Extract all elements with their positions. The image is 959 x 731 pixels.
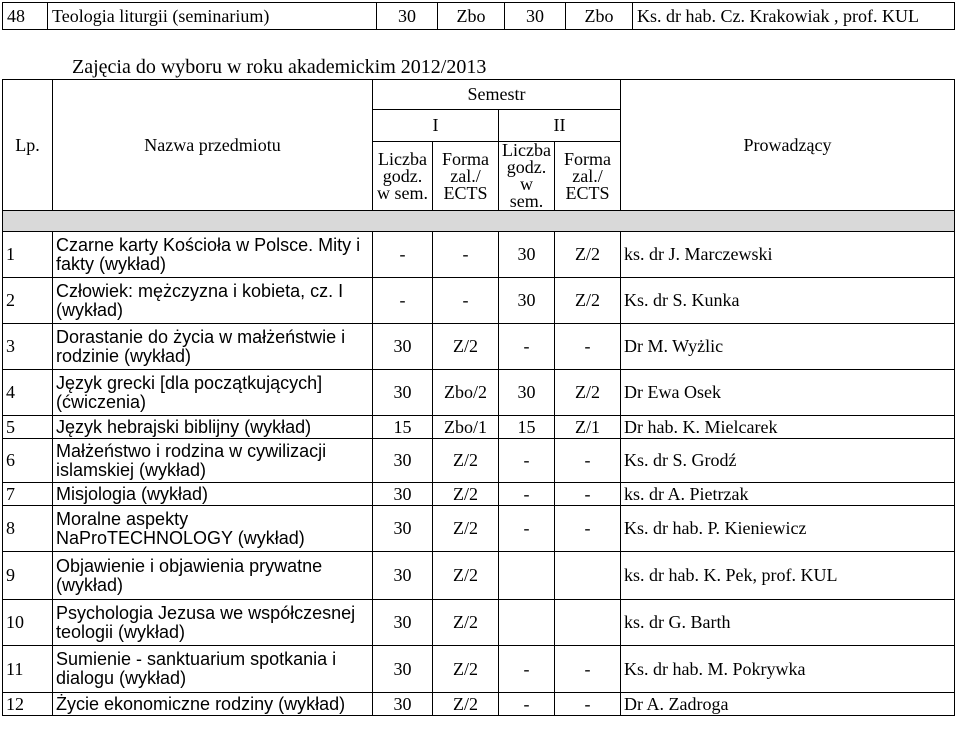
sem1-form: Zbo/2 [433, 370, 499, 416]
sem1-hours: 30 [373, 483, 433, 506]
teacher: Ks. dr hab. M. Pokrywka [621, 646, 955, 693]
sem1-form: Z/2 [433, 324, 499, 370]
course-name: Język grecki [dla początkujących] (ćwiczenia) [53, 370, 373, 416]
header-sem2-form: Forma zal./ ECTS [555, 142, 621, 211]
sem1-hours: 30 [373, 693, 433, 716]
sem1-hours: 30 [373, 370, 433, 416]
sem2-form: Z/2 [555, 232, 621, 278]
sem2-hours [499, 600, 555, 646]
sem1-hours: 30 [373, 506, 433, 552]
sem2-form: Zbo [566, 3, 633, 30]
row-number: 10 [3, 600, 53, 646]
teacher: ks. dr hab. K. Pek, prof. KUL [621, 552, 955, 600]
teacher: Dr Ewa Osek [621, 370, 955, 416]
row-number: 6 [3, 439, 53, 483]
header-lp: Lp. [3, 80, 53, 211]
sem2-hours: 30 [499, 278, 555, 324]
sem1-form: Zbo/1 [433, 416, 499, 439]
sem2-hours: 15 [499, 416, 555, 439]
sem2-hours: 30 [505, 3, 566, 30]
table-row [3, 483, 955, 506]
sem2-hours: - [499, 324, 555, 370]
row-number: 12 [3, 693, 53, 716]
row-number: 1 [3, 232, 53, 278]
sem2-hours: - [499, 506, 555, 552]
teacher: Ks. dr S. Kunka [621, 278, 955, 324]
sem2-hours [499, 552, 555, 600]
sem2-form: - [555, 483, 621, 506]
course-name: Małżeństwo i rodzina w cywilizacji islamskiej (wykład) [53, 439, 373, 483]
teacher: Ks. dr hab. Cz. Krakowiak , prof. KUL [633, 3, 955, 30]
course-name: Język hebrajski biblijny (wykład) [53, 416, 373, 439]
sem1-hours: - [373, 278, 433, 324]
table-row [3, 646, 955, 693]
sem1-form: - [433, 232, 499, 278]
sem2-hours: 30 [499, 232, 555, 278]
course-name: Moralne aspekty NaProTECHNOLOGY (wykład) [53, 506, 373, 552]
sem1-hours: 30 [373, 646, 433, 693]
sem2-form: Z/2 [555, 370, 621, 416]
teacher: Ks. dr S. Grodź [621, 439, 955, 483]
teacher: ks. dr G. Barth [621, 600, 955, 646]
header-sem2-hours: Liczba godz. w sem. [499, 142, 555, 211]
table-row [3, 439, 955, 483]
teacher: Dr M. Wyżlic [621, 324, 955, 370]
course-name: Psychologia Jezusa we współczesnej teologii (wykład) [53, 600, 373, 646]
row-number: 3 [3, 324, 53, 370]
sem1-hours: 30 [373, 324, 433, 370]
table-row [3, 506, 955, 552]
teacher: ks. dr A. Pietrzak [621, 483, 955, 506]
sem2-form [555, 552, 621, 600]
sem1-form: Z/2 [433, 506, 499, 552]
table-row [3, 416, 955, 439]
table-row [3, 552, 955, 600]
sem2-hours: - [499, 483, 555, 506]
table-row [3, 600, 955, 646]
teacher: Dr A. Zadroga [621, 693, 955, 716]
sem1-form: Z/2 [433, 600, 499, 646]
sem2-form: Z/1 [555, 416, 621, 439]
teacher: Dr hab. K. Mielcarek [621, 416, 955, 439]
sem2-form: - [555, 646, 621, 693]
teacher: ks. dr J. Marczewski [621, 232, 955, 278]
header-sem2: II [499, 110, 621, 142]
course-name: Misjologia (wykład) [53, 483, 373, 506]
row-number: 4 [3, 370, 53, 416]
sem2-form [555, 600, 621, 646]
row-number: 5 [3, 416, 53, 439]
sem2-form: - [555, 506, 621, 552]
sem1-hours: 15 [373, 416, 433, 439]
row-number: 7 [3, 483, 53, 506]
section-heading: Zajęcia do wyboru w roku akademickim 2012/2013 [72, 56, 487, 78]
header-sem1: I [373, 110, 499, 142]
row-number: 8 [3, 506, 53, 552]
sem1-form: Zbo [438, 3, 505, 30]
sem2-form: - [555, 693, 621, 716]
table-row [3, 370, 955, 416]
sem1-form: Z/2 [433, 439, 499, 483]
sem2-hours: - [499, 693, 555, 716]
sem1-form: Z/2 [433, 483, 499, 506]
electives-table [2, 79, 955, 716]
sem2-form: Z/2 [555, 278, 621, 324]
header-sem1-hours: Liczba godz. w sem. [373, 142, 433, 211]
table-row [3, 278, 955, 324]
sem1-hours: - [373, 232, 433, 278]
sem1-hours: 30 [373, 439, 433, 483]
header-semestr: Semestr [373, 80, 621, 110]
row-number: 2 [3, 278, 53, 324]
course-name: Sumienie - sanktuarium spotkania i dialogu (wykład) [53, 646, 373, 693]
course-name: Teologia liturgii (seminarium) [48, 3, 377, 30]
course-name: Człowiek: mężczyzna i kobieta, cz. I (wykład) [53, 278, 373, 324]
row-number: 48 [3, 3, 48, 30]
sem2-form: - [555, 324, 621, 370]
course-name: Życie ekonomiczne rodziny (wykład) [53, 693, 373, 716]
separator-row [3, 211, 955, 232]
course-name: Objawienie i objawienia prywatne (wykład) [53, 552, 373, 600]
sem2-hours: - [499, 646, 555, 693]
sem2-form: - [555, 439, 621, 483]
sem1-form: - [433, 278, 499, 324]
header-teacher: Prowadzący [621, 80, 955, 211]
table-row [3, 324, 955, 370]
row-number: 9 [3, 552, 53, 600]
header-course-name: Nazwa przedmiotu [53, 80, 373, 211]
row-number: 11 [3, 646, 53, 693]
sem1-hours: 30 [373, 552, 433, 600]
header-sem1-form: Forma zal./ ECTS [433, 142, 499, 211]
table-row [3, 232, 955, 278]
sem1-form: Z/2 [433, 646, 499, 693]
sem1-form: Z/2 [433, 693, 499, 716]
sem2-hours: - [499, 439, 555, 483]
sem2-hours: 30 [499, 370, 555, 416]
sem1-hours: 30 [373, 600, 433, 646]
course-name: Czarne karty Kościoła w Polsce. Mity i fakty (wykład) [53, 232, 373, 278]
table-row [3, 693, 955, 716]
sem1-form: Z/2 [433, 552, 499, 600]
previous-course-row [2, 2, 955, 30]
course-name: Dorastanie do życia w małżeństwie i rodzinie (wykład) [53, 324, 373, 370]
teacher: Ks. dr hab. P. Kieniewicz [621, 506, 955, 552]
sem1-hours: 30 [377, 3, 438, 30]
